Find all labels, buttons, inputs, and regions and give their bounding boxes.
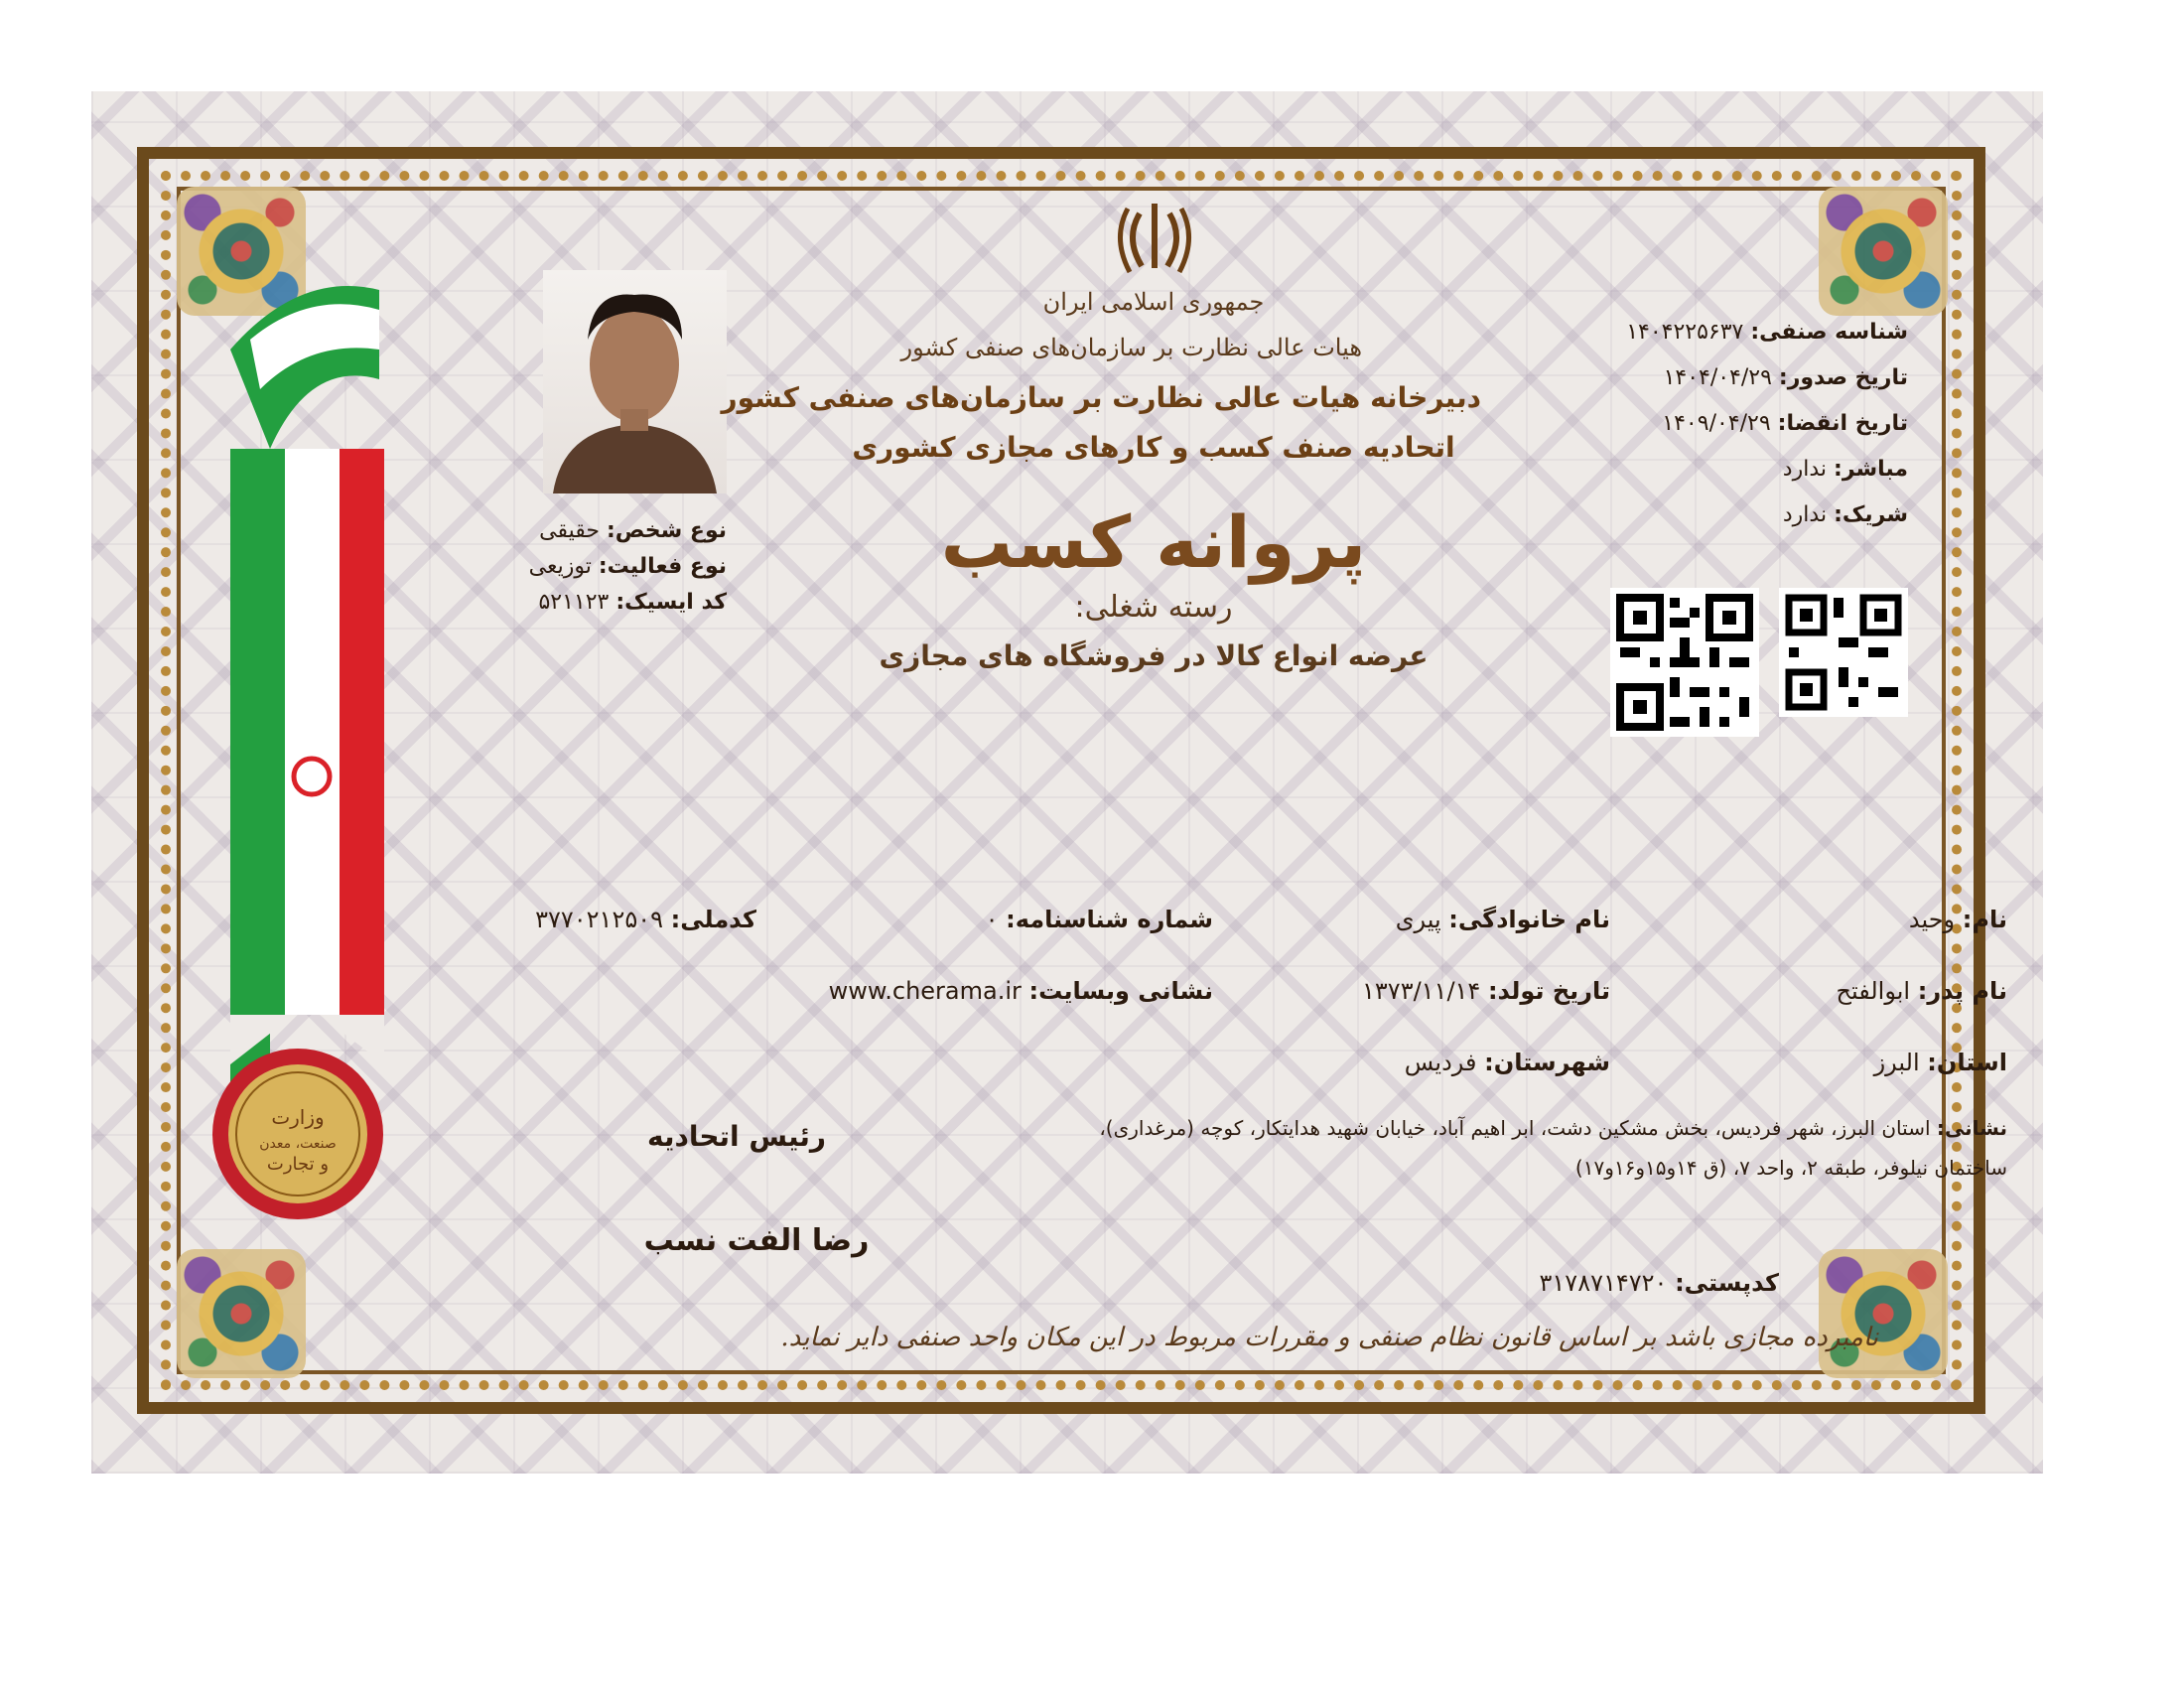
province-field: استان: البرز [1873,1049,2007,1076]
svg-text:وزارت: وزارت [271,1105,325,1129]
website-link[interactable]: www.cherama.ir [828,977,1022,1005]
issue-date: تاریخ صدور: ۱۴۰۴/۰۴/۲۹ [1663,365,1908,390]
flag-ribbon [210,250,399,1144]
qr-code-icon[interactable] [1610,588,1759,737]
corner-ornament-bottom-left [177,1249,306,1378]
svg-text:صنعت، معدن: صنعت، معدن [259,1136,337,1152]
person-type: نوع شخص: حقیقی [539,518,727,543]
ministry-seal [208,1045,387,1223]
father-name-field: نام پدر: ابوالفتح [1836,977,2007,1005]
website-field: نشانی وبسایت: www.cherama.ir [828,977,1213,1005]
address-line-2: ساختمان نیلوفر، طبقه ۲، واحد ۷، (ق ۱۴و۱۵و۱۶و۱۷) [1574,1156,2007,1180]
isic-code: کد ایسیک: ۵۲۱۱۲۳ [538,590,727,615]
signature-role: رئیس اتحادیه [646,1120,827,1153]
family-name-field: نام خانوادگی: پیری [1395,906,1610,933]
certificate [91,91,2043,1474]
partner: شریک: ندارد [1782,502,1908,527]
corner-ornament-top-right [1819,187,1948,316]
national-code-field: کدملی: ۳۷۷۰۲۱۲۵۰۹ [535,906,756,933]
expiry-date: تاریخ انقضا: ۱۴۰۹/۰۴/۲۹ [1662,411,1908,436]
board-text: هیات عالی نظارت بر سازمان‌های صنفی کشور [900,334,1362,361]
county-field: شهرستان: فردیس [1404,1049,1610,1076]
qr-code-small-icon[interactable] [1779,588,1908,717]
postal-code-field: کدپستی: ۳۱۷۸۷۱۴۷۲۰ [1539,1269,1779,1297]
guild-id: شناسه صنفی: ۱۴۰۴۲۲۵۶۳۷ [1626,320,1908,345]
union-title: اتحادیه صنف کسب و کارهای مجازی کشوری [852,431,1455,464]
id-number-field: شماره شناسنامه: ۰ [985,906,1213,933]
name-field: نام: وحید [1908,906,2007,933]
national-emblem-icon [1110,199,1199,278]
corner-ornament-bottom-right [1819,1249,1948,1378]
activity-type: نوع فعالیت: توزیعی [528,554,727,579]
address-line-1: نشانی: استان البرز، شهر فردیس، بخش مشکین دشت، ابر اهیم آباد، خیابان شهید هدایتکار، کوچه (مرغداری)، [1099,1116,2007,1140]
secretariat-title: دبیرخانه هیات عالی نظارت بر سازمان‌های صنفی کشور [721,381,1481,414]
category-label: رسته شغلی: [1074,590,1233,625]
category-value: عرضه انواع کالا در فروشگاه های مجازی [879,639,1429,672]
svg-text:و تجارت: و تجارت [266,1154,330,1175]
footer-note: نامبرده مجازی باشد بر اساس قانون نظام صنفی و مقررات مربوط در این مکان واحد صنفی دایر نماید. [780,1323,1878,1352]
manager: مباشر: ندارد [1782,457,1908,482]
signature-name: رضا الفت نسب [643,1223,870,1258]
birth-date-field: تاریخ تولد: ۱۳۷۳/۱۱/۱۴ [1362,977,1610,1005]
profile-photo [543,270,727,493]
republic-text: جمهوری اسلامی ایران [1042,288,1265,316]
certificate-title: پروانه کسب [940,500,1367,584]
